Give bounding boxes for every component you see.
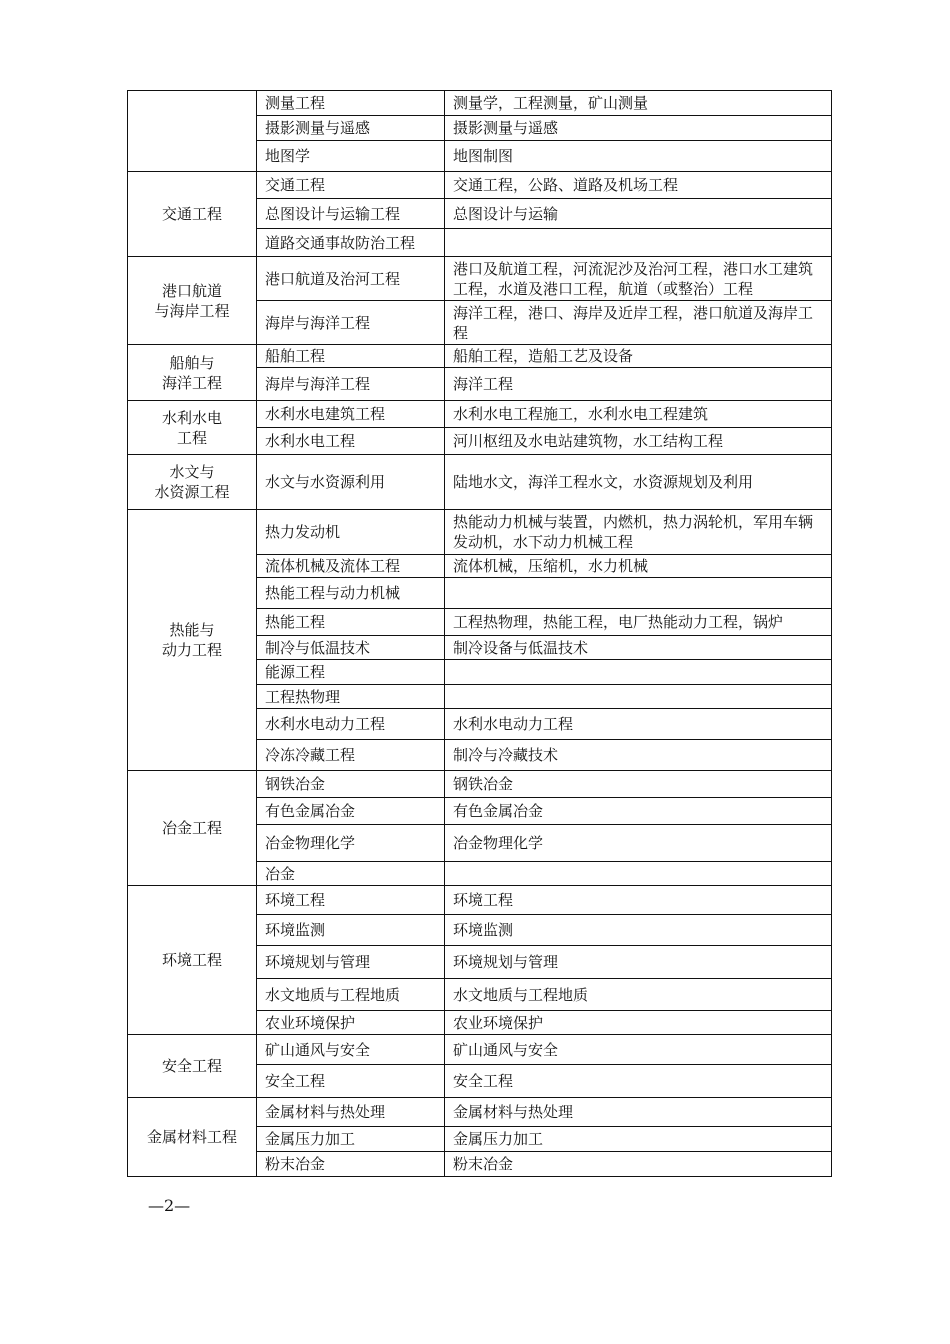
major-name-cell: 冶金 [257, 862, 445, 886]
major-name-cell: 环境规划与管理 [257, 946, 445, 979]
former-major-cell: 地图制图 [445, 141, 832, 172]
former-major-cell [445, 229, 832, 257]
former-major-cell: 热能动力机械与装置，内燃机，热力涡轮机，军用车辆发动机，水下动力机械工程 [445, 510, 832, 555]
category-cell [128, 172, 257, 257]
major-name-cell: 船舶工程 [257, 345, 445, 368]
category-label: 冶金工程 [161, 819, 222, 837]
major-name-cell: 金属材料与热处理 [257, 1098, 445, 1127]
former-major-cell: 金属材料与热处理 [445, 1098, 832, 1127]
table-row [128, 91, 832, 116]
former-major-cell: 陆地水文，海洋工程水文，水资源规划及利用 [445, 455, 832, 510]
table-row [128, 401, 832, 428]
major-name-cell: 能源工程 [257, 660, 445, 685]
former-major-cell: 制冷与冷藏技术 [445, 740, 832, 771]
category-label: 水利水电 [161, 408, 222, 427]
page-number: —2— [148, 1196, 191, 1215]
former-major-cell: 港口及航道工程，河流泥沙及治河工程，港口水工建筑工程，水道及港口工程，航道（或整治）工程 [445, 257, 832, 301]
former-major-cell [445, 862, 832, 886]
former-major-cell: 河川枢纽及水电站建筑物，水工结构工程 [445, 428, 832, 455]
category-cell [128, 401, 257, 455]
major-name-cell: 流体机械及流体工程 [257, 555, 445, 578]
category-label: 工程 [176, 428, 207, 447]
table-row [128, 1035, 832, 1065]
former-major-cell: 海洋工程，港口、海岸及近岸工程，港口航道及海岸工程 [445, 301, 832, 345]
category-label: 港口航道 [161, 281, 222, 300]
former-major-cell [445, 685, 832, 709]
former-major-cell: 水文地质与工程地质 [445, 979, 832, 1011]
former-major-cell: 流体机械，压缩机，水力机械 [445, 555, 832, 578]
category-cell [128, 510, 257, 771]
major-name-cell: 冶金物理化学 [257, 825, 445, 862]
category-label: 海洋工程 [161, 373, 222, 392]
table-row [128, 172, 832, 199]
major-name-cell: 水利水电动力工程 [257, 709, 445, 740]
former-major-cell: 水利水电动力工程 [445, 709, 832, 740]
former-major-cell: 水利水电工程施工，水利水电工程建筑 [445, 401, 832, 428]
major-name-cell: 热能工程 [257, 609, 445, 636]
table-row [128, 1098, 832, 1127]
category-label: 水文与 [169, 463, 215, 481]
major-name-cell: 环境工程 [257, 886, 445, 915]
former-major-cell: 摄影测量与遥感 [445, 116, 832, 141]
table-row [128, 886, 832, 915]
former-major-cell: 制冷设备与低温技术 [445, 636, 832, 660]
former-major-cell: 环境工程 [445, 886, 832, 915]
major-name-cell: 金属压力加工 [257, 1127, 445, 1152]
major-name-cell: 环境监测 [257, 915, 445, 946]
former-major-cell: 有色金属冶金 [445, 798, 832, 825]
major-name-cell: 热能工程与动力机械 [257, 578, 445, 609]
category-cell [128, 886, 257, 1035]
table-row [128, 257, 832, 301]
category-cell [128, 455, 257, 510]
major-name-cell: 水文与水资源利用 [257, 455, 445, 510]
majors-table [127, 90, 832, 1177]
former-major-cell: 船舶工程，造船工艺及设备 [445, 345, 832, 368]
major-name-cell: 制冷与低温技术 [257, 636, 445, 660]
major-name-cell: 工程热物理 [257, 685, 445, 709]
category-label: 动力工程 [161, 641, 222, 659]
category-label: 交通工程 [161, 205, 222, 223]
major-name-cell: 总图设计与运输工程 [257, 199, 445, 229]
major-name-cell: 水利水电建筑工程 [257, 401, 445, 428]
former-major-cell: 钢铁冶金 [445, 771, 832, 798]
former-major-cell: 环境监测 [445, 915, 832, 946]
table-row [128, 771, 832, 798]
major-name-cell: 测量工程 [257, 91, 445, 116]
category-label: 水资源工程 [154, 483, 230, 501]
former-major-cell: 冶金物理化学 [445, 825, 832, 862]
major-name-cell: 矿山通风与安全 [257, 1035, 445, 1065]
former-major-cell [445, 660, 832, 685]
category-cell [128, 771, 257, 886]
former-major-cell: 矿山通风与安全 [445, 1035, 832, 1065]
major-name-cell: 钢铁冶金 [257, 771, 445, 798]
major-name-cell: 交通工程 [257, 172, 445, 199]
majors-table-body [128, 91, 832, 1177]
former-major-cell: 测量学，工程测量，矿山测量 [445, 91, 832, 116]
category-label: 与海岸工程 [154, 301, 230, 320]
category-label: 安全工程 [161, 1057, 222, 1075]
major-name-cell: 道路交通事故防治工程 [257, 229, 445, 257]
category-cell [128, 257, 257, 345]
category-cell [128, 345, 257, 401]
major-name-cell: 农业环境保护 [257, 1011, 445, 1035]
former-major-cell: 总图设计与运输 [445, 199, 832, 229]
table-row [128, 455, 832, 510]
category-cell [128, 1098, 257, 1177]
major-name-cell: 热力发动机 [257, 510, 445, 555]
major-name-cell: 粉末冶金 [257, 1152, 445, 1177]
major-name-cell: 地图学 [257, 141, 445, 172]
category-cell [128, 1035, 257, 1098]
major-name-cell: 冷冻冷藏工程 [257, 740, 445, 771]
former-major-cell: 交通工程，公路、道路及机场工程 [445, 172, 832, 199]
table-row [128, 345, 832, 368]
table-row [128, 510, 832, 555]
category-label: 船舶与 [169, 353, 215, 372]
major-name-cell: 海岸与海洋工程 [257, 301, 445, 345]
major-name-cell: 港口航道及治河工程 [257, 257, 445, 301]
former-major-cell: 粉末冶金 [445, 1152, 832, 1177]
category-label: 热能与 [169, 621, 215, 639]
major-name-cell: 水文地质与工程地质 [257, 979, 445, 1011]
former-major-cell: 安全工程 [445, 1065, 832, 1098]
former-major-cell [445, 578, 832, 609]
former-major-cell: 工程热物理，热能工程，电厂热能动力工程，锅炉 [445, 609, 832, 636]
former-major-cell: 环境规划与管理 [445, 946, 832, 979]
former-major-cell: 海洋工程 [445, 368, 832, 401]
category-label: 金属材料工程 [146, 1128, 237, 1146]
major-name-cell: 水利水电工程 [257, 428, 445, 455]
former-major-cell: 金属压力加工 [445, 1127, 832, 1152]
category-label: 环境工程 [161, 951, 222, 969]
category-cell [128, 91, 257, 172]
major-name-cell: 摄影测量与遥感 [257, 116, 445, 141]
major-name-cell: 有色金属冶金 [257, 798, 445, 825]
former-major-cell: 农业环境保护 [445, 1011, 832, 1035]
major-name-cell: 海岸与海洋工程 [257, 368, 445, 401]
major-name-cell: 安全工程 [257, 1065, 445, 1098]
